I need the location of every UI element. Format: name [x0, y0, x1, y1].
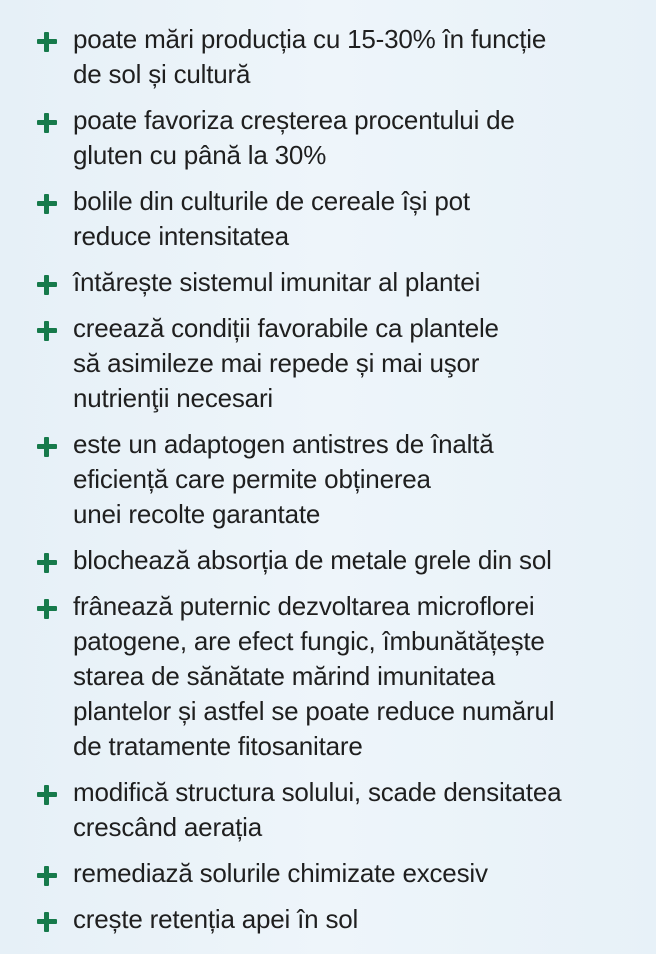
benefit-text-line: blochează absorția de metale grele din sol [73, 545, 552, 575]
benefit-text-line: este un adaptogen antistres de înaltă [73, 429, 494, 459]
benefit-text-line: de tratamente fitosanitare [73, 731, 363, 761]
benefit-text-line: modifică structura solului, scade densitatea [73, 777, 562, 807]
plus-icon [37, 866, 57, 886]
benefit-item [0, 856, 656, 891]
benefit-text-line: întărește sistemul imunitar al plantei [73, 267, 481, 297]
benefit-text-line: să asimileze mai repede și mai uşor [73, 348, 480, 378]
benefit-item [0, 265, 656, 300]
benefit-text-line: poate favoriza creșterea procentului de [73, 105, 515, 135]
benefit-text-line: remediază solurile chimizate excesiv [73, 858, 488, 888]
benefit-text-line: frânează puternic dezvoltarea microflorei [73, 591, 535, 621]
benefit-item [0, 902, 656, 937]
benefit-item [0, 589, 656, 764]
benefit-item [0, 427, 656, 532]
plus-icon [37, 32, 57, 52]
benefit-item [0, 184, 656, 254]
plus-icon [37, 275, 57, 295]
benefit-text-line: crescând aerația [73, 812, 263, 842]
benefit-text-line: reduce intensitatea [73, 221, 289, 251]
plus-icon [37, 785, 57, 805]
benefit-text-line: patogene, are efect fungic, îmbunătățește [73, 626, 545, 656]
plus-icon [37, 553, 57, 573]
benefit-item [0, 22, 656, 92]
benefit-item [0, 543, 656, 578]
benefit-text-line: bolile din culturile de cereale își pot [73, 186, 470, 216]
benefit-text-line: creează condiții favorabile ca plantele [73, 313, 499, 343]
benefit-text-line: nutrienţii necesari [73, 383, 273, 413]
benefit-text-line: eficiență care permite obținerea [73, 464, 431, 494]
benefit-text-line: de sol și cultură [73, 59, 251, 89]
plus-icon [37, 912, 57, 932]
benefit-item [0, 775, 656, 845]
benefit-text-line: poate mări producția cu 15-30% în funcție [73, 24, 547, 54]
plus-icon [37, 113, 57, 133]
benefit-text-line: unei recolte garantate [73, 499, 321, 529]
benefit-text-line: starea de sănătate mărind imunitatea [73, 661, 496, 691]
benefit-item [0, 103, 656, 173]
plus-icon [37, 599, 57, 619]
benefit-item [0, 311, 656, 416]
plus-icon [37, 437, 57, 457]
plus-icon [37, 321, 57, 341]
benefit-text-line: plantelor și astfel se poate reduce numărul [73, 696, 555, 726]
plus-icon [37, 194, 57, 214]
benefit-text-line: gluten cu până la 30% [73, 140, 327, 170]
benefit-text-line: crește retenția apei în sol [73, 904, 359, 934]
